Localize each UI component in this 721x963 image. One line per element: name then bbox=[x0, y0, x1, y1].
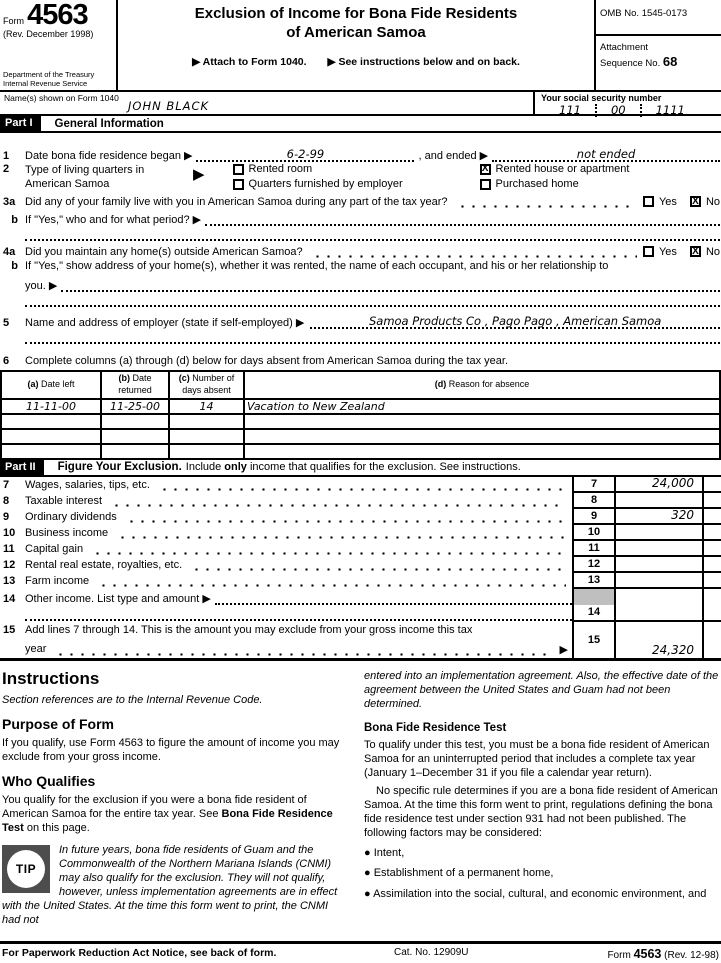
line-4b-2 bbox=[0, 276, 721, 292]
form-revision: (Rev. December 1998) bbox=[3, 29, 94, 39]
who-qualifies-heading: Who Qualifies bbox=[2, 772, 96, 789]
option-purchased-home[interactable] bbox=[480, 178, 720, 190]
cell-days-absent[interactable] bbox=[169, 444, 244, 459]
form-title-line-2: of American Samoa bbox=[286, 23, 426, 41]
col-date-left: (a) Date left bbox=[1, 371, 101, 399]
checkbox-3a-yes[interactable] bbox=[643, 196, 654, 207]
section-references: Section references are to the Internal Revenue Code. bbox=[2, 693, 263, 706]
table-row bbox=[1, 414, 720, 429]
tip-text-continued: entered into an implementation agreement. Also, the effective date of the agreement between the United States and Guam had not been determined. bbox=[364, 669, 719, 710]
box-number: 12 bbox=[572, 557, 616, 573]
part-1-label: Part I bbox=[0, 116, 41, 131]
line-4b-text: If "Yes," show address of your home(s), whether it was rented, the name of each occupant, and his or her relationship to bbox=[25, 259, 609, 272]
purpose-text: If you qualify, use Form 4563 to figure the amount of income you may exclude from your gross income. bbox=[2, 736, 340, 763]
line-desc-2: year bbox=[25, 643, 47, 656]
cell-date-returned[interactable]: 11-25-00 bbox=[101, 399, 169, 414]
dot-leader bbox=[309, 244, 637, 260]
line-5-continuation bbox=[0, 329, 721, 344]
line-4b-continuation bbox=[0, 292, 721, 307]
dot-leader bbox=[108, 493, 566, 509]
checkbox-4a-yes[interactable] bbox=[643, 246, 654, 257]
bona-fide-text-2: No specific rule determines if you are a bona fide resident of American Samoa. At the time this form went to print, regulations defining the bona fide residence test under section 931 had not been published. The following factors may be considered: bbox=[364, 785, 718, 840]
yes-label: Yes bbox=[658, 245, 677, 258]
line-3b-continuation bbox=[0, 226, 721, 241]
line-number: 13 bbox=[3, 574, 16, 587]
line-3b bbox=[0, 210, 721, 226]
cell-reason[interactable] bbox=[244, 444, 720, 459]
ssn-value bbox=[535, 103, 721, 117]
line-5 bbox=[0, 311, 721, 329]
cents-field[interactable] bbox=[702, 622, 721, 658]
days-absent-table bbox=[0, 370, 721, 460]
amount-field[interactable] bbox=[616, 541, 702, 557]
part-2-bar bbox=[0, 460, 721, 477]
tip-block bbox=[2, 843, 348, 927]
line-desc: Capital gain bbox=[25, 542, 84, 555]
line-2-text bbox=[25, 163, 185, 192]
line-3a-text: Did any of your family live with you in American Samoa during any part of the tax year? bbox=[25, 195, 448, 208]
line-6-text: Complete columns (a) through (d) below for days absent from American Samoa during the tax year. bbox=[25, 354, 509, 367]
option-label: Quarters furnished by employer bbox=[248, 178, 403, 190]
line-10 bbox=[0, 525, 721, 541]
line-number: 10 bbox=[3, 526, 16, 539]
dot-leader bbox=[52, 642, 553, 657]
amount-field[interactable] bbox=[616, 493, 702, 509]
line-4b-text-2: you. ▶ bbox=[25, 279, 58, 292]
line-desc: Business income bbox=[25, 526, 109, 539]
amount-field[interactable]: 24,000 bbox=[616, 477, 702, 493]
part-2-title: Figure Your Exclusion. bbox=[57, 461, 182, 474]
cell-date-left[interactable] bbox=[1, 429, 101, 444]
part-1-lines bbox=[0, 133, 721, 367]
cell-date-left[interactable]: 11-11-00 bbox=[1, 399, 101, 414]
instructions-right-column bbox=[356, 669, 720, 941]
line-number: 8 bbox=[3, 494, 10, 507]
line-number: 14 bbox=[3, 592, 16, 605]
option-quarters-employer[interactable] bbox=[233, 178, 480, 190]
agency-line-1: Department of the Treasury bbox=[3, 70, 95, 79]
amount-field[interactable] bbox=[616, 589, 702, 622]
option-label: Rented room bbox=[248, 163, 313, 175]
attach-notes bbox=[118, 56, 594, 68]
purpose-heading: Purpose of Form bbox=[2, 715, 115, 732]
box-number: 14 bbox=[587, 606, 601, 619]
cell-days-absent[interactable] bbox=[169, 429, 244, 444]
amount-field[interactable]: 320 bbox=[616, 509, 702, 525]
paperwork-notice: For Paperwork Reduction Act Notice, see back of form. bbox=[2, 947, 277, 959]
cell-reason[interactable] bbox=[244, 429, 720, 444]
line-desc: Other income. List type and amount ▶ bbox=[25, 592, 211, 605]
box-number: 8 bbox=[572, 493, 616, 509]
cents-field[interactable] bbox=[702, 509, 721, 525]
ssn-separator bbox=[595, 104, 597, 117]
identity-row bbox=[0, 92, 721, 116]
form-word: Form bbox=[3, 16, 24, 26]
ssn-field bbox=[533, 92, 721, 117]
table-row bbox=[1, 444, 720, 459]
see-instructions-note: ▶ See instructions below and on back. bbox=[327, 55, 520, 68]
line-number: 7 bbox=[3, 478, 10, 491]
tip-icon-label: TIP bbox=[7, 850, 45, 888]
sequence-label: Sequence No. bbox=[600, 58, 661, 70]
line-6-number: 6 bbox=[3, 354, 10, 367]
box-number: 13 bbox=[572, 573, 616, 589]
line-desc: Ordinary dividends bbox=[25, 510, 117, 523]
line-desc: Wages, salaries, tips, etc. bbox=[25, 478, 150, 491]
option-label: Rented house or apartment bbox=[495, 163, 630, 175]
factor-bullet: ● Establishment of a permanent home, bbox=[364, 866, 720, 880]
living-quarters-options bbox=[233, 163, 720, 190]
line-5-number: 5 bbox=[3, 316, 10, 329]
table-row bbox=[1, 429, 720, 444]
line-4a-text: Did you maintain any home(s) outside American Samoa? bbox=[25, 245, 303, 258]
bona-fide-heading: Bona Fide Residence Test bbox=[364, 721, 507, 734]
col-reason: (d) Reason for absence bbox=[244, 371, 720, 399]
line-7 bbox=[0, 477, 721, 493]
line-3b-number: b bbox=[11, 213, 18, 226]
name-label: Name(s) shown on Form 1040 bbox=[4, 93, 119, 103]
dot-leader bbox=[89, 541, 566, 557]
yes-label: Yes bbox=[658, 195, 677, 208]
cents-field[interactable] bbox=[702, 589, 721, 622]
factor-bullet: ● Intent, bbox=[364, 846, 720, 860]
ssn-separator bbox=[640, 104, 642, 117]
part-1-title: General Information bbox=[54, 117, 164, 130]
sequence-number: 68 bbox=[662, 54, 678, 70]
line-5-text: Name and address of employer (state if self-employed) ▶ bbox=[25, 316, 305, 329]
shaded-cell bbox=[574, 589, 614, 605]
line-1-number: 1 bbox=[3, 150, 10, 162]
tip-text: In future years, bona fide residents of Guam and the Commonwealth of the Northern Mariana Islands (CNMI) may also qualify for the exclusion. They will not qualify, however, unless implementation agreements are in effect with the United States. At the time this form went to print, the CNMI had not bbox=[2, 844, 338, 927]
cell-reason[interactable] bbox=[244, 414, 720, 429]
part-2-subtitle: Include only income that qualifies for the exclusion. See instructions. bbox=[185, 461, 521, 474]
line-1 bbox=[0, 143, 721, 162]
dot-leader bbox=[95, 573, 566, 589]
cell-date-returned[interactable] bbox=[101, 429, 169, 444]
line-number: 11 bbox=[3, 542, 15, 555]
ssn-part-1[interactable]: 111 bbox=[559, 103, 581, 117]
residence-began-field[interactable]: 6-2-99 bbox=[196, 147, 414, 162]
ssn-part-2[interactable]: 00 bbox=[610, 103, 626, 117]
dot-leader bbox=[156, 477, 566, 493]
line-12 bbox=[0, 557, 721, 573]
line-4b-number: b bbox=[11, 259, 18, 272]
checkbox-purchased-home[interactable] bbox=[480, 179, 491, 190]
line-6 bbox=[0, 351, 721, 367]
line-4a bbox=[0, 244, 721, 260]
line-2-text-1: Type of living quarters in bbox=[25, 164, 145, 176]
part-1-bar bbox=[0, 116, 721, 133]
cell-days-absent[interactable]: 14 bbox=[169, 399, 244, 414]
line-desc: Taxable interest bbox=[25, 494, 103, 507]
tip-icon bbox=[2, 845, 50, 893]
other-income-entry-field-2[interactable] bbox=[25, 606, 572, 621]
line-3a bbox=[0, 194, 721, 210]
line-14 bbox=[0, 589, 721, 622]
cell-reason[interactable]: Vacation to New Zealand bbox=[244, 399, 720, 414]
checkbox-quarters-employer[interactable] bbox=[233, 179, 244, 190]
line-3a-number: 3a bbox=[3, 195, 16, 208]
line-5-entry-field-2[interactable] bbox=[25, 329, 720, 344]
line-desc: Farm income bbox=[25, 574, 90, 587]
exclusion-grid bbox=[0, 477, 721, 661]
arrow-right-icon: ▶ bbox=[193, 166, 205, 183]
line-3b-entry-field-2[interactable] bbox=[25, 226, 720, 241]
box-number: 15 bbox=[572, 622, 616, 658]
cell-days-absent[interactable] bbox=[169, 414, 244, 429]
line-11 bbox=[0, 541, 721, 557]
cents-field[interactable] bbox=[702, 541, 721, 557]
name-value[interactable]: JOHN BLACK bbox=[128, 99, 210, 113]
line-number: 9 bbox=[3, 510, 10, 523]
col-date-returned: (b) Date returned bbox=[101, 371, 169, 399]
cents-field[interactable] bbox=[702, 525, 721, 541]
checkbox-4a-no[interactable]: X bbox=[690, 246, 701, 257]
box-number: 11 bbox=[572, 541, 616, 557]
line-1-ended-text: , and ended ▶ bbox=[418, 150, 489, 162]
option-rented-room[interactable] bbox=[233, 163, 480, 175]
other-income-entry-field[interactable] bbox=[215, 590, 572, 605]
catalog-number: Cat. No. 12909U bbox=[394, 947, 469, 958]
line-2 bbox=[0, 163, 721, 192]
line-8 bbox=[0, 493, 721, 509]
box-number: 10 bbox=[572, 525, 616, 541]
part-2-label: Part II bbox=[0, 460, 44, 475]
amount-field[interactable]: 24,320 bbox=[652, 642, 694, 657]
box-number: 9 bbox=[572, 509, 616, 525]
checkbox-rented-house[interactable]: X bbox=[480, 164, 491, 175]
form-reference: Form 4563 (Rev. 12-98) bbox=[607, 947, 719, 961]
employer-field[interactable]: Samoa Products Co , Pago Pago , American Samoa bbox=[310, 314, 720, 329]
who-qualifies-text: You qualify for the exclusion if you were a bona fide resident of American Samoa for the entire tax year. See Bona Fide Residence Test on this page. bbox=[2, 793, 333, 834]
line-3b-text: If "Yes," who and for what period? ▶ bbox=[25, 213, 202, 226]
line-desc: Add lines 7 through 14. This is the amount you may exclude from your gross income this tax bbox=[25, 624, 473, 637]
line-15 bbox=[0, 622, 721, 658]
line-1-text: Date bona fide residence began ▶ bbox=[25, 150, 193, 162]
dot-leader bbox=[188, 557, 566, 573]
line-4b-entry-field[interactable] bbox=[61, 277, 720, 292]
line-number: 15 bbox=[3, 624, 16, 637]
table-row bbox=[1, 399, 720, 414]
dot-leader bbox=[114, 525, 566, 541]
col-days-absent: (c) Number of days absent bbox=[169, 371, 244, 399]
option-label: Purchased home bbox=[495, 178, 579, 190]
line-9 bbox=[0, 509, 721, 525]
agency-line-2: Internal Revenue Service bbox=[3, 79, 88, 88]
form-id-block bbox=[0, 0, 118, 90]
arrow-right-icon: ▶ bbox=[559, 643, 568, 656]
line-3b-entry-field[interactable] bbox=[205, 211, 720, 226]
line-4b bbox=[0, 260, 721, 276]
name-field bbox=[0, 92, 533, 114]
option-rented-house[interactable] bbox=[480, 163, 720, 175]
form-footer bbox=[0, 941, 721, 963]
line-2-text-2: American Samoa bbox=[25, 178, 110, 191]
bona-fide-text-1: To qualify under this test, you must be a bona fide resident of American Samoa for an uninterrupted period that includes a complete tax year (January 1–December 31 if you file a calendar year return). bbox=[364, 738, 710, 779]
attach-note: ▶ Attach to Form 1040. bbox=[192, 55, 307, 68]
cents-field[interactable] bbox=[702, 573, 721, 589]
amount-field[interactable] bbox=[616, 573, 702, 589]
checkbox-3a-no[interactable]: X bbox=[690, 196, 701, 207]
checkbox-rented-room[interactable] bbox=[233, 164, 244, 175]
cents-field[interactable] bbox=[702, 477, 721, 493]
cents-field[interactable] bbox=[702, 557, 721, 573]
amount-field[interactable] bbox=[616, 525, 702, 541]
dot-leader bbox=[123, 509, 566, 525]
ssn-label: Your social security number bbox=[541, 93, 662, 103]
line-4a-number: 4a bbox=[3, 245, 16, 258]
amount-field[interactable] bbox=[616, 557, 702, 573]
omb-block bbox=[594, 0, 721, 90]
instructions-heading: Instructions bbox=[2, 668, 100, 688]
form-title-block bbox=[118, 0, 594, 90]
table-header-row bbox=[1, 371, 720, 399]
instructions-section bbox=[0, 661, 721, 941]
agency-block bbox=[3, 70, 113, 88]
no-label: No bbox=[705, 245, 720, 258]
attachment-sequence bbox=[596, 36, 721, 77]
ssn-part-3[interactable]: 1111 bbox=[655, 103, 685, 117]
cell-date-left[interactable] bbox=[1, 444, 101, 459]
residence-ended-field[interactable]: not ended bbox=[492, 147, 720, 162]
omb-number: OMB No. 1545-0173 bbox=[596, 0, 721, 36]
cell-date-returned[interactable] bbox=[101, 444, 169, 459]
cell-date-returned[interactable] bbox=[101, 414, 169, 429]
no-label: No bbox=[705, 195, 720, 208]
dot-leader bbox=[454, 194, 637, 210]
attachment-label: Attachment bbox=[600, 42, 649, 53]
cents-field[interactable] bbox=[702, 493, 721, 509]
form-header bbox=[0, 0, 721, 92]
box-number: 7 bbox=[572, 477, 616, 493]
factor-bullet: ● Assimilation into the social, cultural, and economic environment, and bbox=[364, 887, 720, 901]
line-4b-entry-field-2[interactable] bbox=[25, 292, 720, 307]
form-number: 4563 bbox=[27, 0, 88, 31]
line-number: 12 bbox=[3, 558, 16, 571]
line-desc: Rental real estate, royalties, etc. bbox=[25, 558, 183, 571]
line-13 bbox=[0, 573, 721, 589]
instructions-left-column bbox=[2, 669, 356, 941]
cell-date-left[interactable] bbox=[1, 414, 101, 429]
line-2-number: 2 bbox=[3, 163, 10, 175]
form-title-line-1: Exclusion of Income for Bona Fide Residents bbox=[194, 5, 518, 22]
